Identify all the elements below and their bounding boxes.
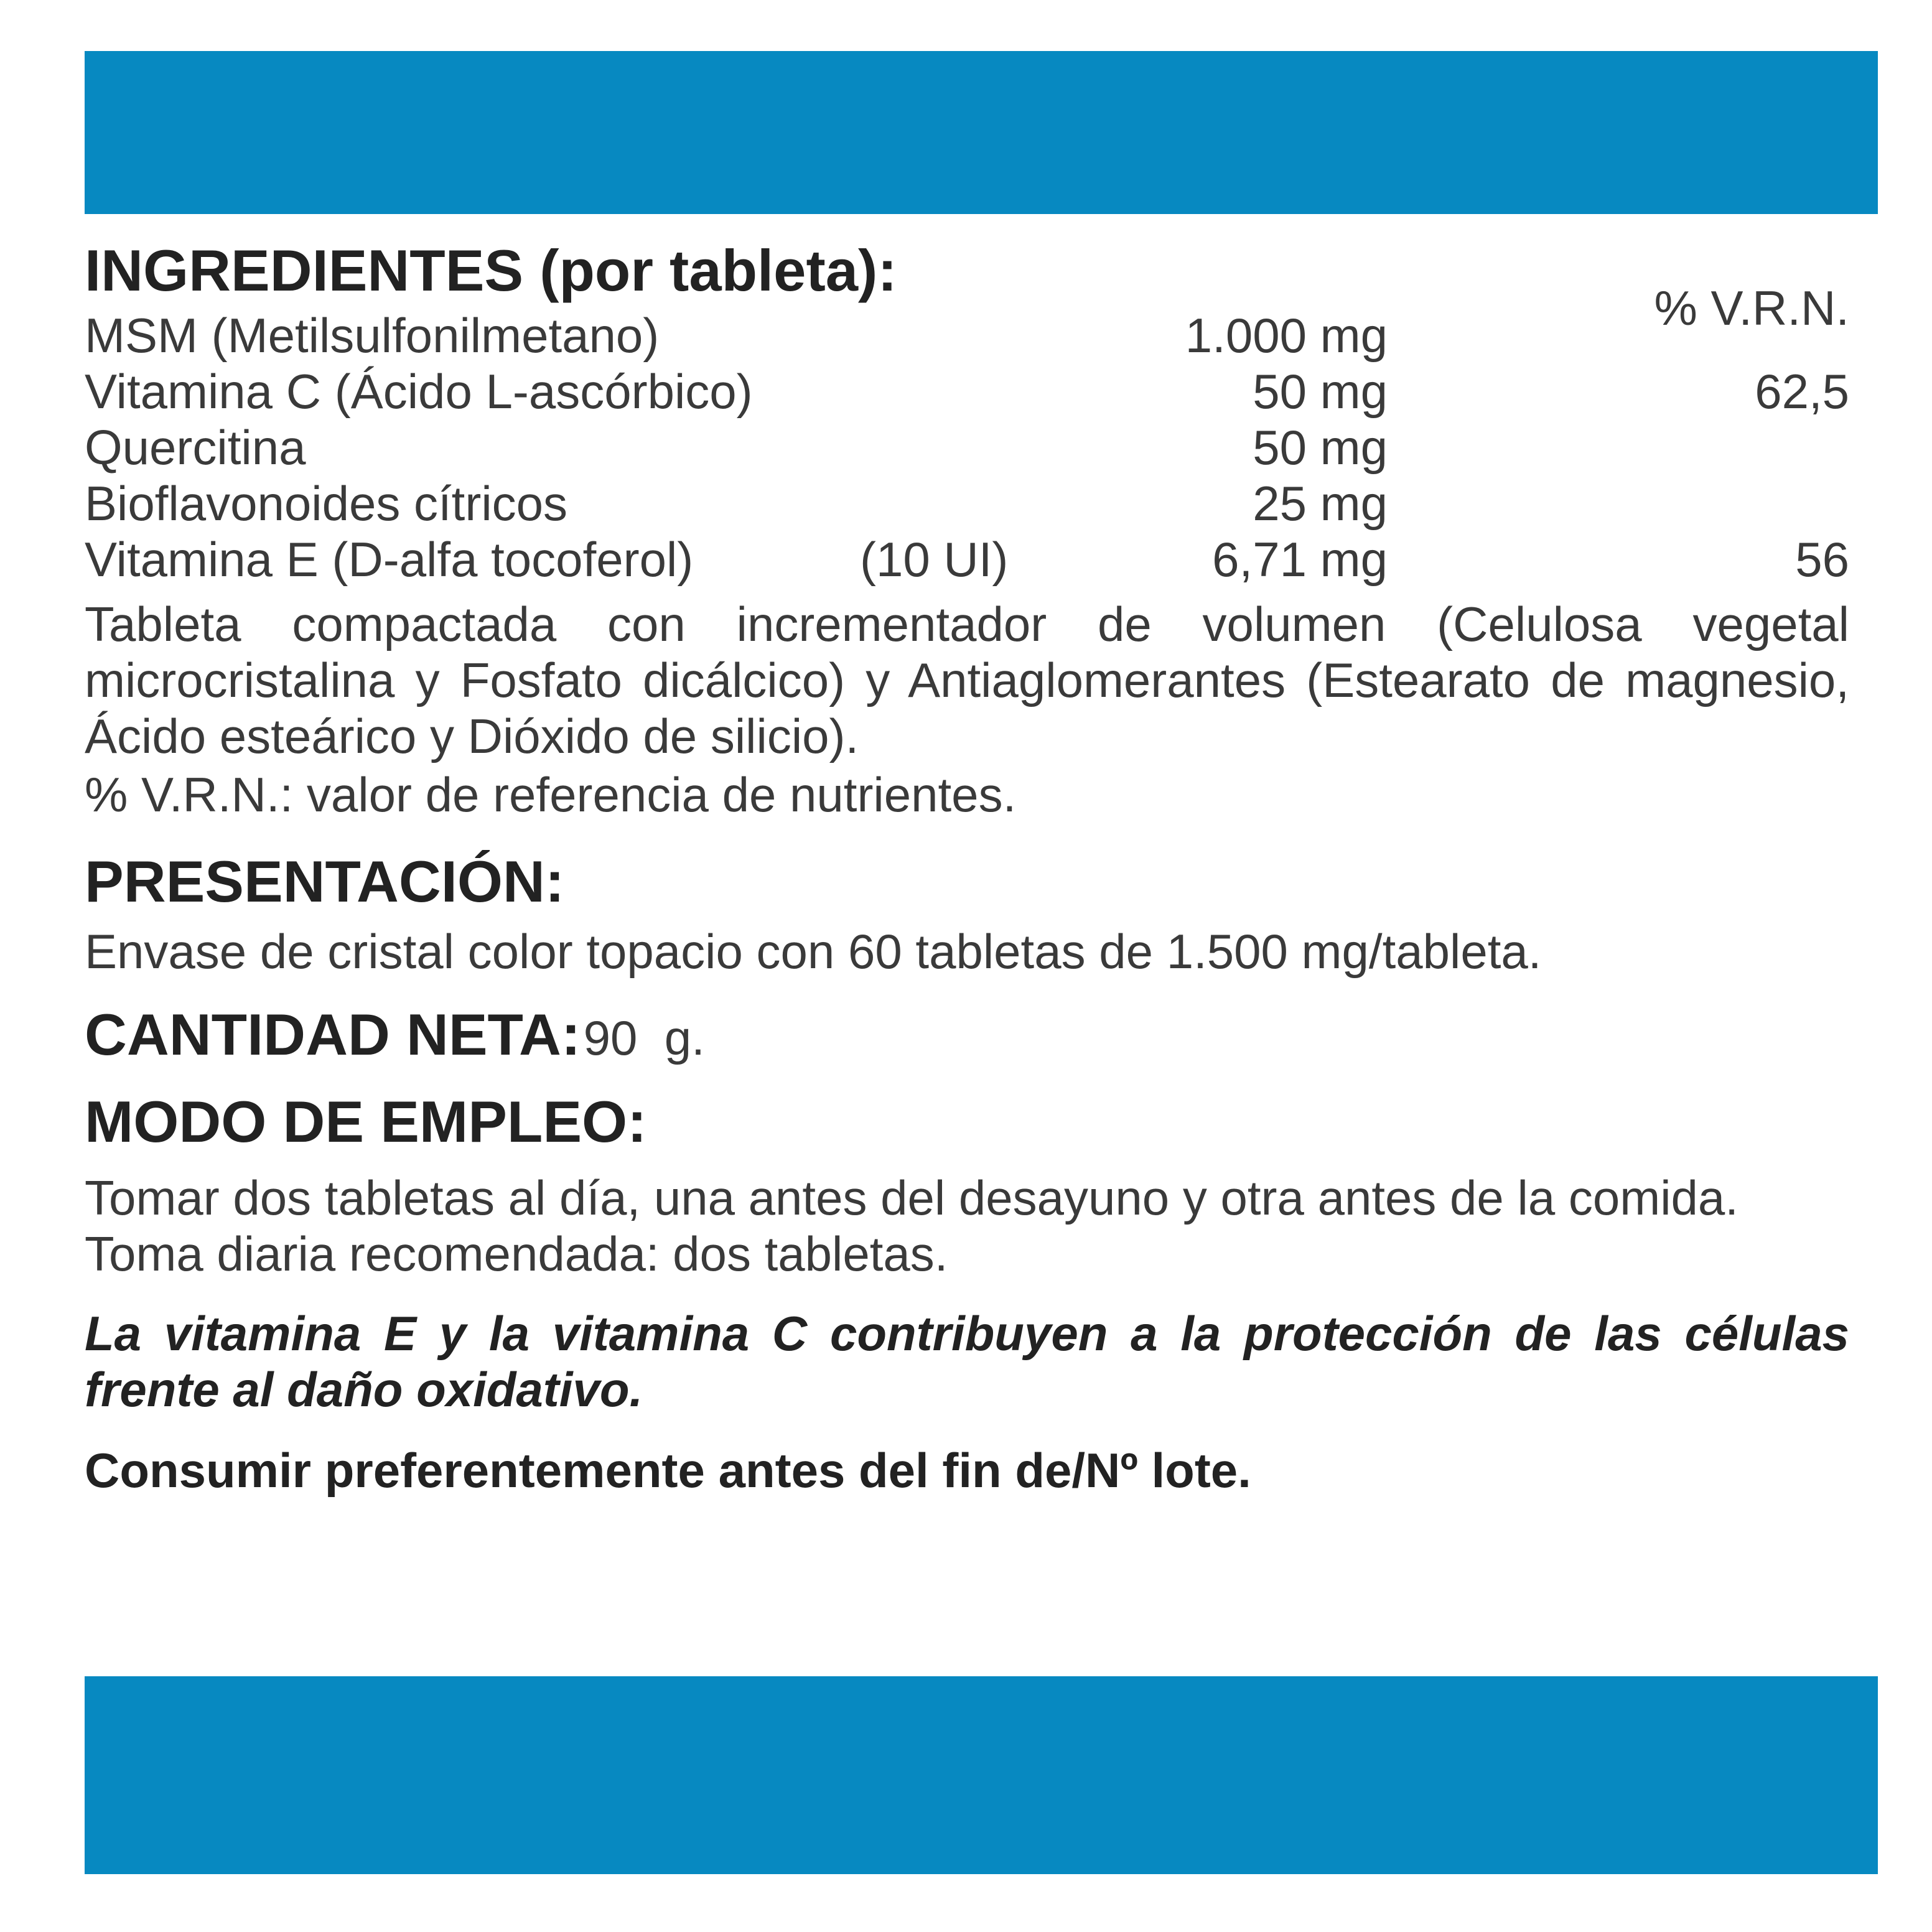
- ingredient-vrn: 62,5: [1755, 364, 1849, 419]
- vrn-note: % V.R.N.: valor de referencia de nutrientes.: [85, 767, 1017, 822]
- best-before-text: Consumir preferentemente antes del fin de/Nº lote.: [85, 1443, 1251, 1498]
- ingredient-row: [85, 363, 1849, 419]
- presentation-text: Envase de cristal color topacio con 60 tabletas de 1.500 mg/tableta.: [85, 924, 1542, 979]
- ingredient-row: [85, 475, 1849, 531]
- ingredient-amount: 6,71 mg: [1212, 532, 1388, 587]
- ingredient-vrn: 56: [1795, 532, 1849, 587]
- usage-section: [85, 1088, 1849, 1282]
- net-quantity-value: 90 g.: [583, 1010, 705, 1065]
- ingredient-row: [85, 307, 1849, 363]
- ingredient-name: Vitamina C (Ácido L-ascórbico): [85, 364, 753, 419]
- ingredient-extra: (10 UI): [860, 532, 1009, 587]
- ingredient-amount: 50 mg: [1253, 364, 1388, 419]
- excipients-text: Tableta compactada con incrementador de volumen (Celulosa vegetal microcristalina y Fosfato dicálcico) y Antiaglomerantes (Estearato de magnesio, Ácido esteárico y Dióxido de silicio).: [85, 597, 1849, 763]
- top-color-band: [85, 51, 1878, 214]
- usage-heading: MODO DE EMPLEO:: [85, 1089, 647, 1154]
- presentation-section: [85, 847, 1849, 979]
- net-quantity-section: [85, 1001, 1849, 1069]
- ingredient-amount: 1.000 mg: [1185, 308, 1388, 363]
- usage-text: Tomar dos tabletas al día, una antes del desayuno y otra antes de la comida.: [85, 1170, 1738, 1225]
- ingredient-name: Quercitina: [85, 420, 306, 475]
- ingredients-heading: INGREDIENTES (por tableta):: [85, 238, 897, 303]
- ingredient-row: [85, 531, 1849, 587]
- daily-dose-text: Toma diaria recomendada: dos tabletas.: [85, 1226, 948, 1281]
- label-content: [85, 236, 1849, 1498]
- ingredient-name: Vitamina E (D-alfa tocoferol): [85, 532, 694, 587]
- ingredient-row: [85, 419, 1849, 475]
- health-claim: La vitamina E y la vitamina C contribuyen a la protección de las células frente al daño oxidativo.: [85, 1306, 1849, 1417]
- ingredient-name: Bioflavonoides cítricos: [85, 476, 568, 531]
- ingredient-amount: 50 mg: [1253, 420, 1388, 475]
- presentation-heading: PRESENTACIÓN:: [85, 849, 565, 914]
- net-quantity-heading: CANTIDAD NETA:: [85, 1002, 581, 1067]
- ingredient-name: MSM (Metilsulfonilmetano): [85, 308, 660, 363]
- vrn-column-header: % V.R.N.: [1654, 281, 1849, 335]
- ingredients-table: [85, 307, 1849, 587]
- bottom-color-band: [85, 1676, 1878, 1874]
- ingredients-section: [85, 236, 1849, 823]
- ingredient-amount: 25 mg: [1253, 476, 1388, 531]
